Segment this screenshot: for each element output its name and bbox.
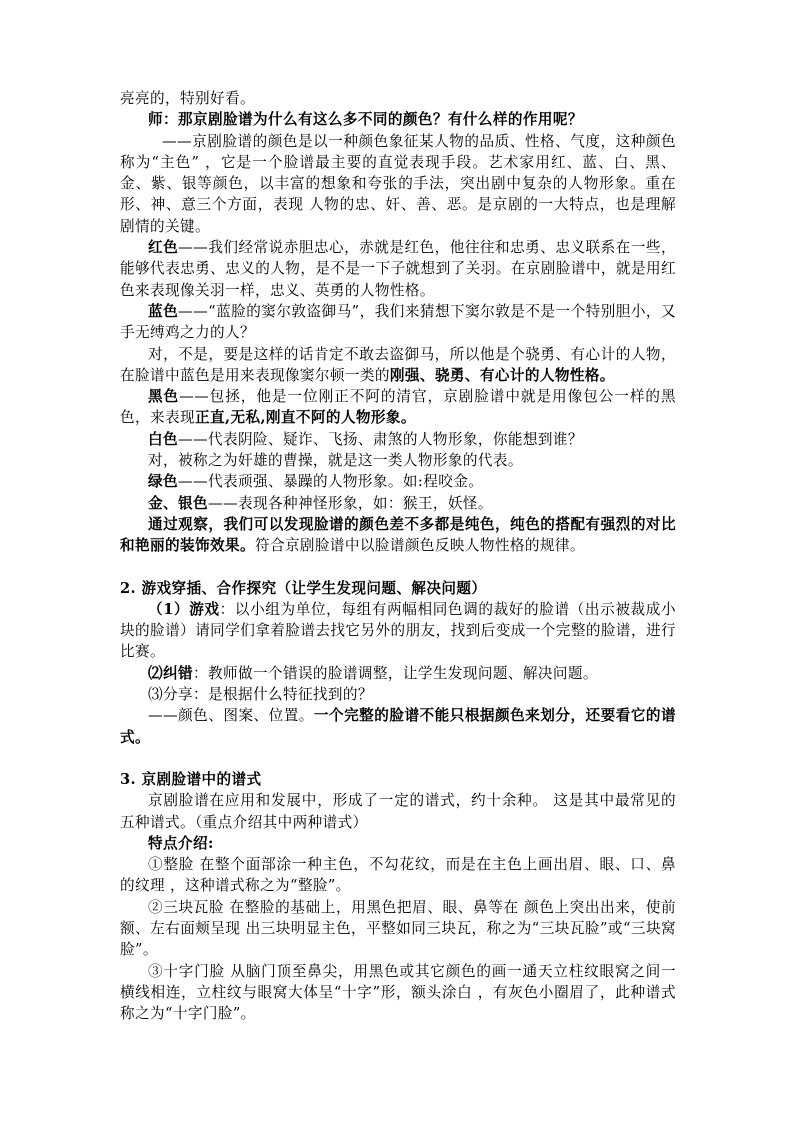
section-2-title: 2. 游戏穿插、合作探究（让学生发现问题、解决问题）	[120, 579, 487, 597]
item-1-label: ①整脸	[148, 856, 195, 874]
paragraph-sec3-intro: 京剧脸谱在应用和发展中，形成了一定的谱式，约十余种。 这是其中最常见的五种谱式。（重点介绍其中两种谱式）	[120, 792, 676, 831]
item-3-label: ③十字门脸	[148, 962, 225, 980]
paragraph-red: 红色——我们经常说赤胆忠心，赤就是红色，他往往和忠勇、忠义联系在一些，能够代表忠勇、忠义的人物，是不是一下子就想到了关羽。在京剧脸谱中，就是用红色来表现像关羽一样，忠义、英勇的人物性格。	[120, 239, 676, 299]
paragraph-item-1: ①整脸 在整个面部涂一种主色，不勾花纹，而是在主色上画出眉、眼、口、鼻的纹理 ，这种谱式称之为“整脸”。	[120, 856, 676, 895]
paragraph-intro-end: 亮亮的，特别好看。	[120, 90, 255, 107]
section-3-title: 3. 京剧脸谱中的谱式	[120, 770, 262, 788]
gold-silver-label: 金、银色	[148, 494, 208, 512]
black-label: 黑色	[148, 388, 180, 406]
paragraph-share: ⑶分享：是根据什么特征找到的？	[148, 686, 373, 704]
features-label: 特点介绍:	[148, 834, 214, 852]
paragraph-game: （1）游戏：以小组为单位，每组有两幅相同色调的裁好的脸谱（出示被裁成小块的脸谱）请同学们拿着脸谱去找它另外的朋友，找到后变成一个完整的脸谱，进行比赛。	[120, 600, 676, 661]
spacer	[120, 557, 676, 578]
paragraph-black: 黑色——包拯，他是一位刚正不阿的清官，京剧脸谱中就是用像包公一样的黑色，来表现正直,无私,刚直不阿的人物形象。	[120, 388, 676, 427]
paragraph-fix: ⑵纠错：教师做一个错误的脸谱调整，让学生发现问题、解决问题。	[148, 664, 598, 682]
green-label: 绿色	[148, 473, 178, 491]
paragraph-observation: 通过观察，我们可以发现脸谱的颜色差不多都是纯色，纯色的搭配有强烈的对比和艳丽的装饰效果。符合京剧脸谱中以脸谱颜色反映人物性格的规律。	[120, 515, 676, 555]
blue-label: 蓝色	[148, 302, 179, 320]
paragraph-main-color: ——京剧脸谱的颜色是以一种颜色象征某人物的品质、性格、气度，这种颜色称为“主色” ，它是一个脸谱最主要的直觉表现手段。艺术家用红、蓝、白、黑、金、紫、银等颜色，以丰富的想象和夸张的手法，突出剧中复杂的人物形象。重在形、神、意三个方面，表现 人物的忠、奸、善、恶。是京剧的一大特点，也是理解剧情的关键。	[120, 132, 676, 235]
paragraph-blue: 蓝色——“蓝脸的窦尔敦盗御马”，我们来猜想下窦尔敦是不是一个特别胆小，又手无缚鸡之力的人？	[120, 302, 676, 342]
fix-label: ⑵纠错	[148, 664, 193, 682]
teacher-question: 师：那京剧脸谱为什么有这么多不同的颜色？有什么样的作用呢？	[148, 111, 583, 129]
item-2-label: ②三块瓦脸	[148, 898, 225, 916]
paragraph-blue-answer: 对，不是，要是这样的话肯定不敢去盗御马，所以他是个骁勇、有心计的人物，在脸谱中蓝色是用来表现像窦尔顿一类的刚强、骁勇、有心计的人物性格。	[120, 345, 676, 384]
paragraph-green: 绿色——代表顽强、暴躁的人物形象。如:程咬金。	[148, 473, 484, 491]
document-page	[120, 88, 676, 1024]
paragraph-share-answer: ——颜色、图案、位置。一个完整的脸谱不能只根据颜色来划分，还要看它的谱式。	[120, 707, 676, 746]
red-label: 红色	[148, 239, 179, 257]
paragraph-item-3: ③十字门脸 从脑门顶至鼻尖，用黑色或其它颜色的画一通天立柱纹眼窝之间一横线相连，立柱纹与眼窝大体呈“十字”形，额头涂白 ，有灰色小圈眉了，此种谱式称之为“十字门脸”。	[120, 962, 676, 1023]
paragraph-white: 白色——代表阴险、疑诈、飞扬、肃煞的人物形象，你能想到谁？	[148, 430, 583, 448]
paragraph-white-answer: 对，被称之为奸雄的曹操，就是这一类人物形象的代表。	[148, 452, 523, 470]
paragraph-gold-silver: 金、银色——表现各种神怪形象，如：猴王，妖怪。	[148, 494, 493, 512]
game-label: （1）游戏	[148, 600, 220, 618]
paragraph-item-2: ②三块瓦脸 在整脸的基础上，用黑色把眉、眼、鼻等在 颜色上突出出来，使前额、左右面颊呈现 出三块明显主色，平整如同三块瓦，称之为“三块瓦脸”或“三块窝脸”。	[120, 898, 676, 959]
spacer	[120, 748, 676, 769]
white-label: 白色	[148, 430, 178, 448]
